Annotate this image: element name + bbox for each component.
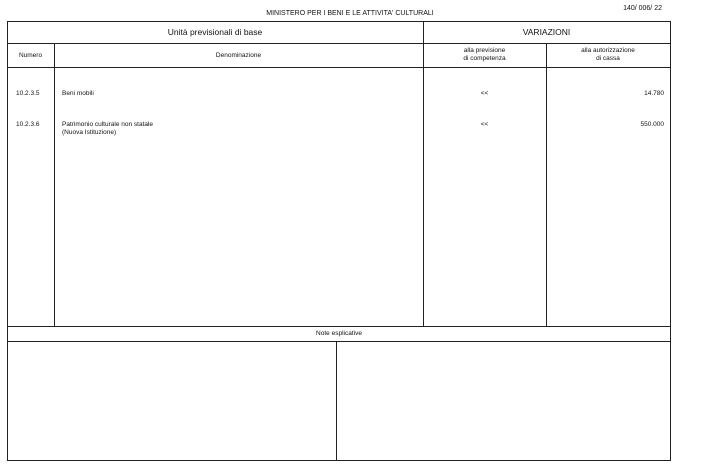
row-denominazione-line2: (Nuova Istituzione) [62,129,117,136]
notes-right-box [337,342,669,459]
column-header-previsione [423,47,546,63]
row-previsione: << [480,90,489,97]
notes-left-box [8,342,335,459]
row-previsione: << [480,121,489,128]
row-numero: 10.2.3.6 [16,121,40,128]
previsione-header-line2: di competenza [463,55,506,62]
group-header-unita: Unità previsionali di base [167,27,263,37]
row-denominazione-line1: Patrimonio culturale non statale [62,121,154,128]
row-denominazione [62,121,402,137]
ministry-title: MINISTERO PER I BENI E LE ATTIVITA' CULTURALI [266,10,434,17]
column-header-denominazione: Denominazione [215,52,262,59]
cassa-header-line1: alla autorizzazione [581,47,635,54]
notes-title: Note esplicative [316,330,362,337]
row-denominazione: Beni mobili [62,90,94,97]
group-header-variazioni: VARIAZIONI [522,27,571,37]
row-cassa: 550.000 [640,121,664,128]
page-reference: 140/ 006/ 22 [623,5,662,12]
column-header-cassa [546,47,670,63]
row-cassa: 14.780 [644,90,664,97]
column-header-numero: Numero [18,52,43,59]
previsione-header-line1: alla previsione [463,47,506,54]
cassa-header-line2: di cassa [596,55,620,62]
row-numero: 10.2.3.5 [16,90,40,97]
